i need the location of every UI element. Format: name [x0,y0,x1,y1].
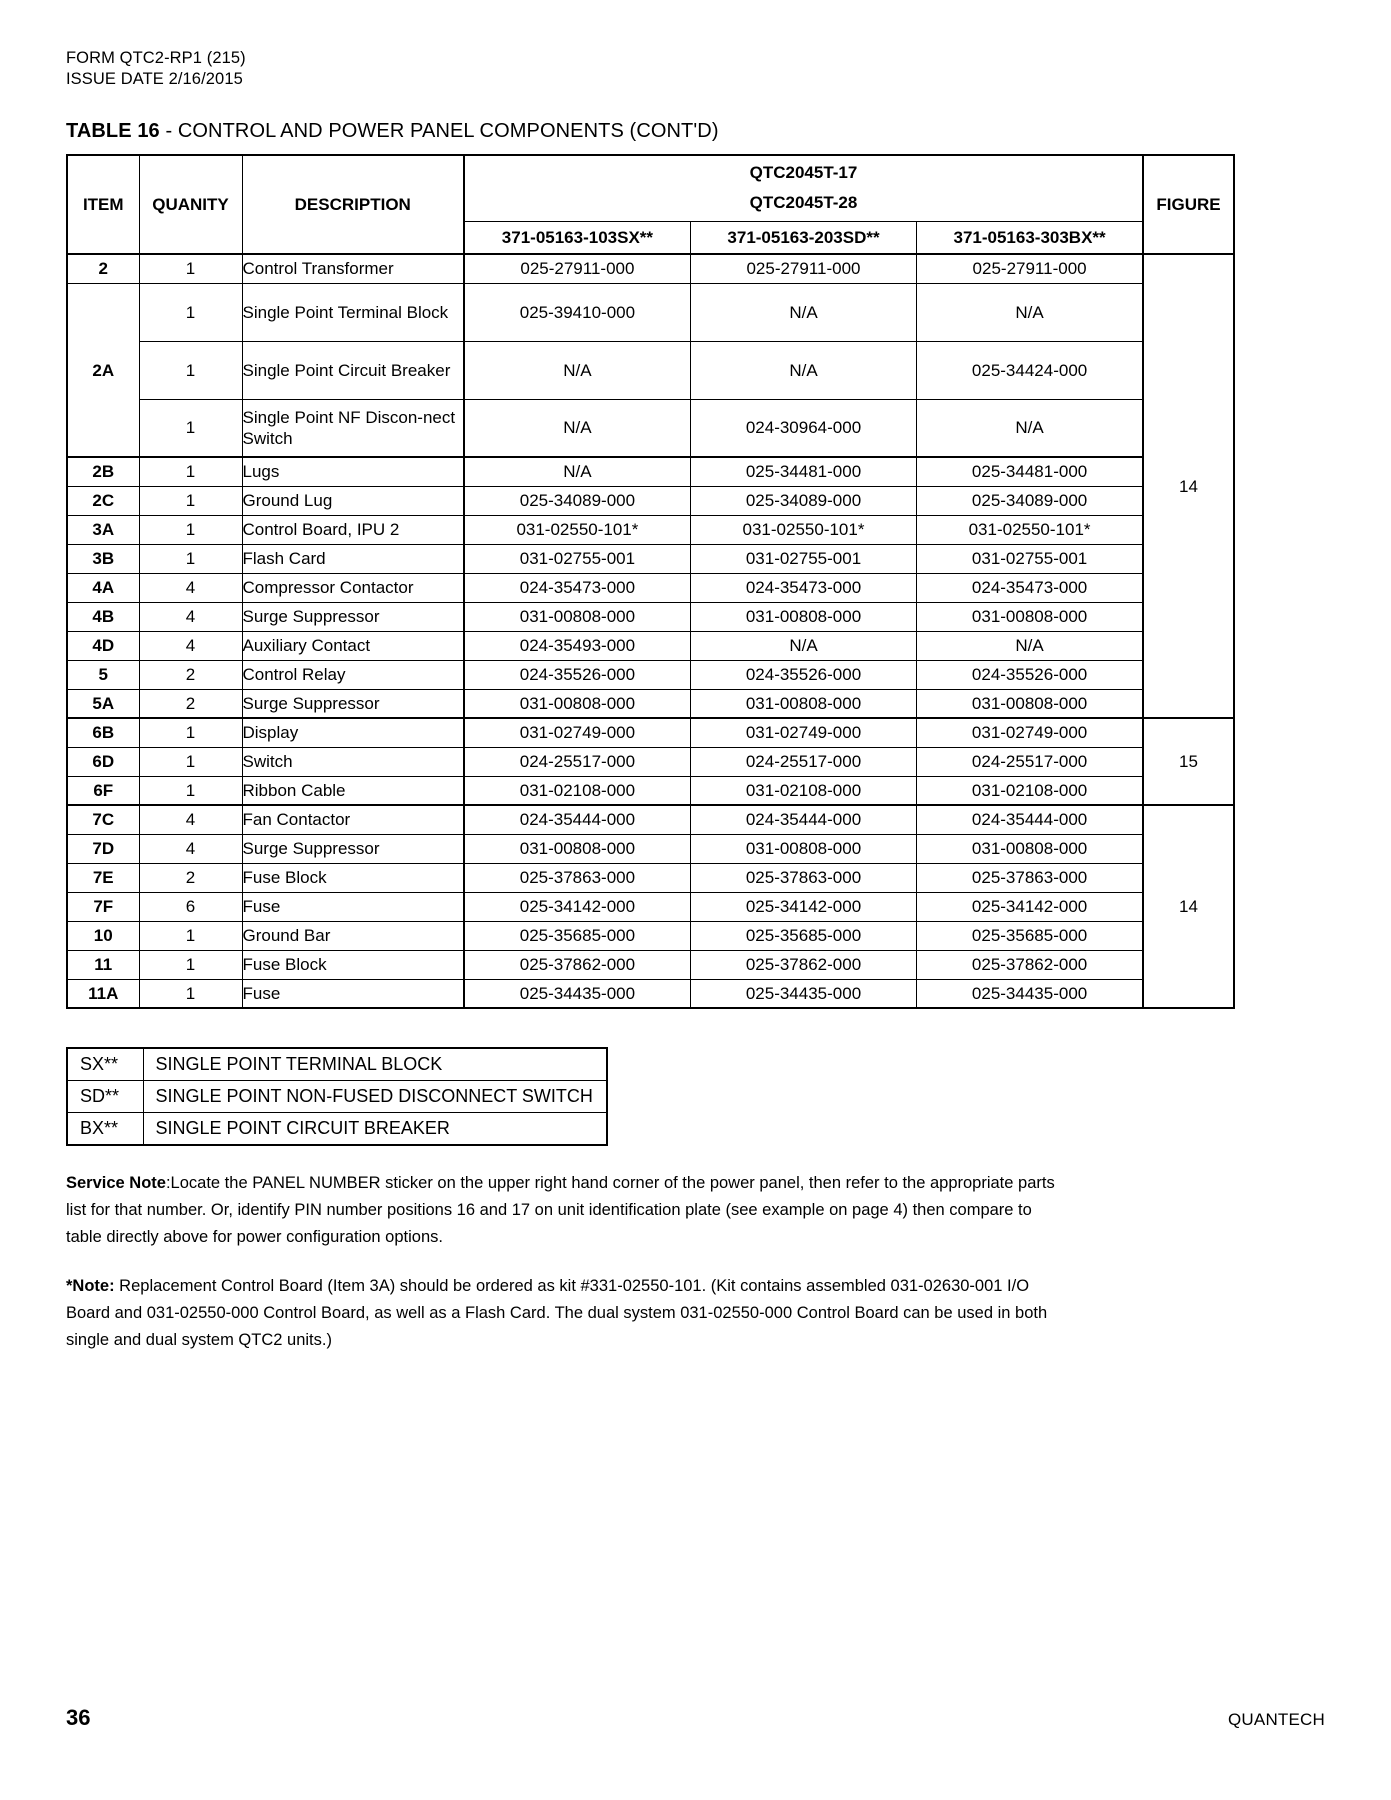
cell-item [67,283,139,341]
page-footer [66,1705,1325,1731]
cell-part-303bx: 025-37863-000 [917,863,1143,892]
star-note-text: Replacement Control Board (Item 3A) should be ordered as kit #331-02550-101. (Kit contains assembled 031-02630-001 I/O Board and 031-02550-000 Control Board, as well as a Flash Card. The dual system 031-02550-000 Control Board can be used in both single and dual system QTC2 units.) [66,1277,1048,1349]
document-header [66,48,1325,90]
cell-quantity: 1 [139,950,242,979]
cell-description: Surge Suppressor [242,602,464,631]
cell-quantity: 1 [139,399,242,457]
cell-part-103sx: 031-02749-000 [464,718,690,747]
cell-part-303bx: 025-37862-000 [917,950,1143,979]
cell-part-103sx: 025-35685-000 [464,921,690,950]
table-header-row-1 [67,155,1234,221]
cell-quantity: 1 [139,457,242,486]
cell-item: 2A [67,341,139,399]
cell-part-203sd: 031-02755-001 [690,544,916,573]
cell-part-303bx: 025-34142-000 [917,892,1143,921]
cell-part-203sd: 025-35685-000 [690,921,916,950]
cell-part-303bx: 024-35526-000 [917,660,1143,689]
table-row [67,602,1234,631]
cell-item: 11 [67,950,139,979]
col-header-part-203sd: 371-05163-203SD** [690,221,916,254]
star-note-label: *Note: [66,1277,115,1295]
col-header-item: ITEM [67,155,139,254]
cell-part-303bx: 031-00808-000 [917,834,1143,863]
table-row [67,457,1234,486]
col-header-model-group [464,155,1143,221]
cell-item: 6D [67,747,139,776]
cell-part-203sd: 031-02108-000 [690,776,916,805]
cell-quantity: 1 [139,776,242,805]
cell-quantity: 2 [139,689,242,718]
cell-description: Ground Bar [242,921,464,950]
cell-item: 7F [67,892,139,921]
cell-part-303bx: 025-35685-000 [917,921,1143,950]
table-row [67,399,1234,457]
cell-description: Single Point Circuit Breaker [242,341,464,399]
service-note [66,1170,1066,1251]
cell-part-103sx: 024-35493-000 [464,631,690,660]
cell-item: 2B [67,457,139,486]
cell-item: 3B [67,544,139,573]
cell-item: 5 [67,660,139,689]
table-row [67,544,1234,573]
cell-quantity: 2 [139,863,242,892]
table-title-label: TABLE 16 [66,120,160,142]
table-row [67,283,1234,341]
service-note-label: Service Note [66,1174,166,1192]
cell-item: 7C [67,805,139,834]
legend-text-sx: SINGLE POINT TERMINAL BLOCK [143,1048,607,1081]
cell-part-103sx: 031-02550-101* [464,515,690,544]
cell-part-303bx: 025-34481-000 [917,457,1143,486]
col-header-quantity: QUANITY [139,155,242,254]
cell-part-203sd: 025-34435-000 [690,979,916,1008]
cell-part-103sx: 025-34142-000 [464,892,690,921]
cell-description: Flash Card [242,544,464,573]
legend-text-sd: SINGLE POINT NON-FUSED DISCONNECT SWITCH [143,1081,607,1113]
page-number: 36 [66,1705,91,1730]
cell-quantity: 4 [139,573,242,602]
cell-part-103sx: 025-27911-000 [464,254,690,283]
cell-part-103sx: 025-34435-000 [464,979,690,1008]
cell-part-103sx: 024-25517-000 [464,747,690,776]
table-row [67,979,1234,1008]
cell-figure-14b: 14 [1143,805,1234,1008]
issue-date: ISSUE DATE 2/16/2015 [66,70,243,88]
table-row [67,573,1234,602]
cell-figure-14a: 14 [1143,254,1234,718]
cell-quantity: 1 [139,747,242,776]
cell-description: Auxiliary Contact [242,631,464,660]
cell-description: Fuse Block [242,950,464,979]
cell-quantity: 4 [139,805,242,834]
table-row [67,776,1234,805]
cell-part-303bx: N/A [917,283,1143,341]
cell-part-203sd: 031-00808-000 [690,689,916,718]
cell-quantity: 4 [139,631,242,660]
col-header-part-103sx: 371-05163-103SX** [464,221,690,254]
page-title [66,120,1325,143]
legend-table [66,1047,608,1146]
cell-item: 7E [67,863,139,892]
cell-part-203sd: 025-34089-000 [690,486,916,515]
table-title-rest: - CONTROL AND POWER PANEL COMPONENTS (CONT'D) [159,120,719,142]
table-row [67,892,1234,921]
legend-row [67,1113,607,1146]
brand-name: QUANTECH [1228,1710,1325,1729]
cell-item: 11A [67,979,139,1008]
cell-part-203sd: 031-02550-101* [690,515,916,544]
cell-item: 2C [67,486,139,515]
cell-item: 5A [67,689,139,718]
legend-text-bx: SINGLE POINT CIRCUIT BREAKER [143,1113,607,1146]
cell-part-103sx: 025-34089-000 [464,486,690,515]
cell-part-303bx: 024-25517-000 [917,747,1143,776]
legend-code-sx: SX** [67,1048,143,1081]
cell-part-303bx: 031-02550-101* [917,515,1143,544]
cell-item: 3A [67,515,139,544]
cell-part-103sx: 025-37862-000 [464,950,690,979]
cell-part-203sd: 025-34142-000 [690,892,916,921]
table-row [67,341,1234,399]
service-note-text: :Locate the PANEL NUMBER sticker on the upper right hand corner of the power panel, then refer to the appropriate parts list for that number. Or, identify PIN number positions 16 and 17 on unit identification plate (see example on page 4) then compare to table directly above for power configuration options. [66,1174,1055,1246]
form-number: FORM QTC2-RP1 (215) [66,49,246,67]
table-row [67,689,1234,718]
cell-part-203sd: 031-00808-000 [690,834,916,863]
cell-description: Switch [242,747,464,776]
cell-quantity: 1 [139,254,242,283]
cell-part-103sx: 031-02755-001 [464,544,690,573]
cell-description: Fuse Block [242,863,464,892]
parts-table [66,154,1235,1009]
cell-quantity: 1 [139,341,242,399]
cell-description: Surge Suppressor [242,689,464,718]
cell-item: 10 [67,921,139,950]
table-row [67,254,1234,283]
cell-item: 4B [67,602,139,631]
legend-code-bx: BX** [67,1113,143,1146]
model-name-line-1: QTC2045T-17 [749,163,858,183]
cell-part-103sx: 024-35526-000 [464,660,690,689]
cell-part-303bx: N/A [917,399,1143,457]
cell-description: Fan Contactor [242,805,464,834]
cell-quantity: 1 [139,486,242,515]
cell-description: Fuse [242,892,464,921]
cell-part-103sx: 025-37863-000 [464,863,690,892]
col-header-description: DESCRIPTION [242,155,464,254]
cell-part-303bx: 031-02755-001 [917,544,1143,573]
cell-part-303bx: 031-00808-000 [917,689,1143,718]
parts-table-head [67,155,1234,254]
cell-part-103sx: 025-39410-000 [464,283,690,341]
cell-quantity: 1 [139,283,242,341]
cell-part-203sd: N/A [690,283,916,341]
col-header-figure: FIGURE [1143,155,1234,254]
cell-part-203sd: 025-27911-000 [690,254,916,283]
cell-quantity: 1 [139,515,242,544]
cell-quantity: 2 [139,660,242,689]
cell-quantity: 4 [139,602,242,631]
cell-part-203sd: 025-34481-000 [690,457,916,486]
cell-part-103sx: N/A [464,457,690,486]
cell-item: 2 [67,254,139,283]
cell-part-203sd: N/A [690,631,916,660]
cell-item [67,399,139,457]
cell-description: Control Transformer [242,254,464,283]
cell-description: Ribbon Cable [242,776,464,805]
cell-description: Surge Suppressor [242,834,464,863]
model-name-line-2: QTC2045T-28 [749,193,858,213]
cell-quantity: 1 [139,544,242,573]
cell-description: Single Point Terminal Block [242,283,464,341]
col-header-part-303bx: 371-05163-303BX** [917,221,1143,254]
legend-code-sd: SD** [67,1081,143,1113]
star-note [66,1273,1066,1354]
cell-description: Compressor Contactor [242,573,464,602]
cell-part-103sx: 024-35444-000 [464,805,690,834]
cell-part-103sx: 024-35473-000 [464,573,690,602]
cell-item: 4D [67,631,139,660]
table-row [67,921,1234,950]
table-row [67,863,1234,892]
table-row [67,747,1234,776]
cell-quantity: 4 [139,834,242,863]
legend-table-body [67,1048,607,1145]
legend-row [67,1081,607,1113]
cell-description: Display [242,718,464,747]
cell-part-103sx: 031-00808-000 [464,689,690,718]
cell-part-303bx: 031-02749-000 [917,718,1143,747]
cell-part-203sd: 031-02749-000 [690,718,916,747]
cell-part-303bx: 031-00808-000 [917,602,1143,631]
table-row [67,631,1234,660]
cell-description: Ground Lug [242,486,464,515]
table-row [67,486,1234,515]
cell-part-103sx: 031-00808-000 [464,602,690,631]
legend-row [67,1048,607,1081]
cell-quantity: 1 [139,979,242,1008]
table-row [67,950,1234,979]
cell-quantity: 1 [139,921,242,950]
cell-part-203sd: 024-35444-000 [690,805,916,834]
table-row [67,805,1234,834]
cell-item: 6B [67,718,139,747]
cell-part-103sx: N/A [464,341,690,399]
cell-item: 4A [67,573,139,602]
table-row [67,515,1234,544]
table-row [67,718,1234,747]
cell-description: Control Board, IPU 2 [242,515,464,544]
cell-description: Control Relay [242,660,464,689]
cell-part-203sd: 025-37862-000 [690,950,916,979]
parts-table-body [67,254,1234,1008]
cell-part-103sx: 031-00808-000 [464,834,690,863]
cell-quantity: 6 [139,892,242,921]
cell-part-303bx: 024-35444-000 [917,805,1143,834]
cell-part-103sx: N/A [464,399,690,457]
cell-description: Fuse [242,979,464,1008]
cell-part-203sd: 025-37863-000 [690,863,916,892]
cell-part-103sx: 031-02108-000 [464,776,690,805]
cell-part-303bx: 025-27911-000 [917,254,1143,283]
cell-figure-15: 15 [1143,718,1234,805]
cell-part-303bx: 031-02108-000 [917,776,1143,805]
cell-part-203sd: 031-00808-000 [690,602,916,631]
cell-quantity: 1 [139,718,242,747]
cell-description: Lugs [242,457,464,486]
cell-part-303bx: N/A [917,631,1143,660]
cell-part-203sd: 024-30964-000 [690,399,916,457]
cell-part-203sd: 024-35473-000 [690,573,916,602]
cell-part-203sd: 024-35526-000 [690,660,916,689]
cell-part-303bx: 025-34089-000 [917,486,1143,515]
cell-part-203sd: N/A [690,341,916,399]
cell-description: Single Point NF Discon-nect Switch [242,399,464,457]
cell-part-303bx: 024-35473-000 [917,573,1143,602]
cell-part-303bx: 025-34435-000 [917,979,1143,1008]
cell-part-303bx: 025-34424-000 [917,341,1143,399]
table-row [67,834,1234,863]
cell-part-203sd: 024-25517-000 [690,747,916,776]
cell-item: 7D [67,834,139,863]
cell-item: 6F [67,776,139,805]
table-row [67,660,1234,689]
